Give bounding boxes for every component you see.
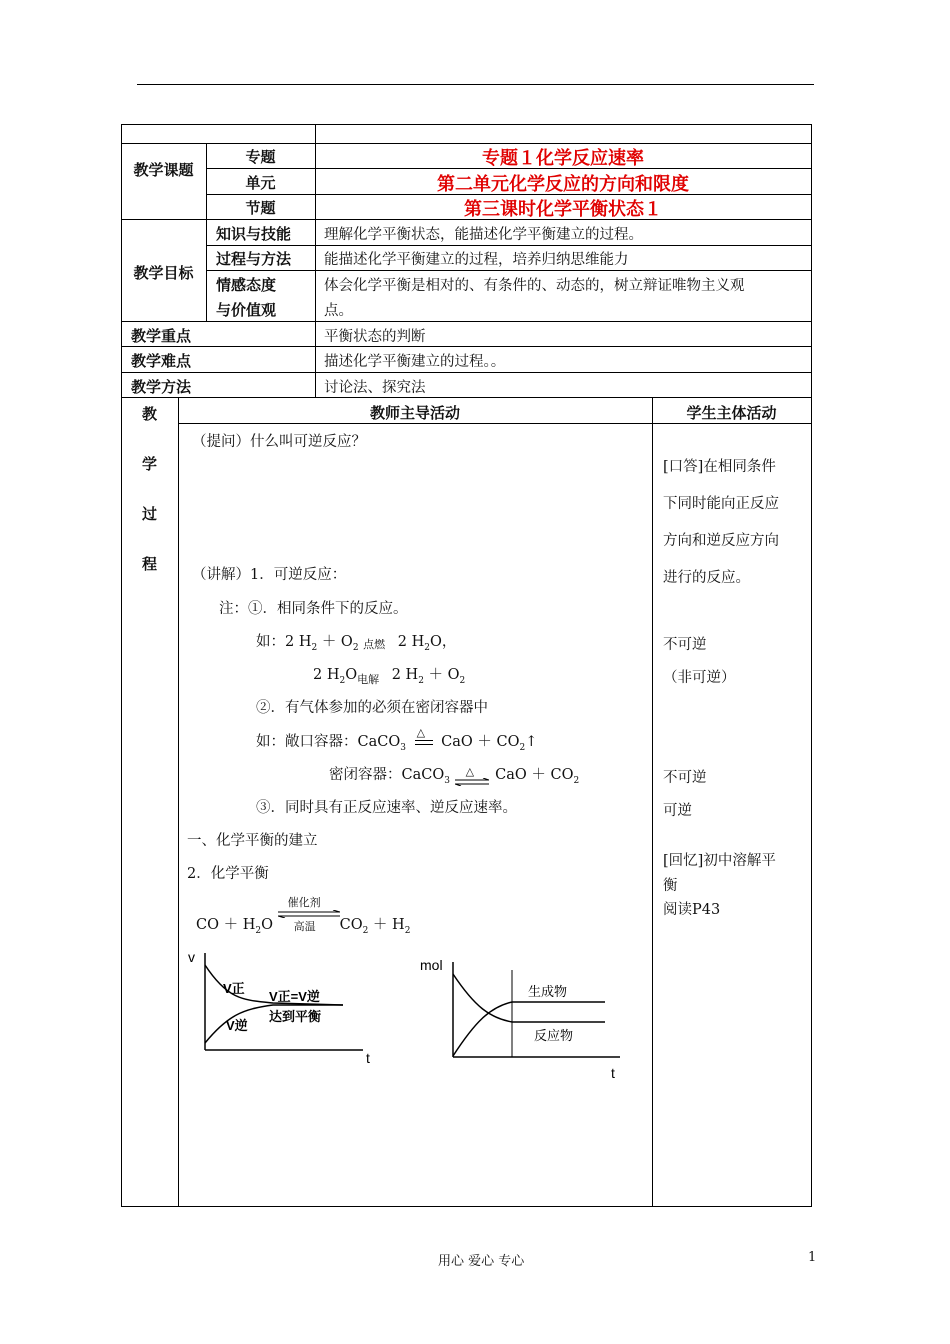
example-2: 2 $H_2O$ 电解 2 $H_2 + O_2$ xyxy=(313,667,466,686)
student-answer-4: 不可逆 xyxy=(663,770,707,786)
knowledge-label: 知识与技能 xyxy=(216,225,292,243)
student-answer-1-line4: 进行的反应。 xyxy=(663,570,750,586)
student-answer-1-line1: [口答]在相同条件 xyxy=(663,459,776,475)
topic-label: 专题 xyxy=(245,148,276,166)
note-3: ③．同时具有正反应速率、逆反应速率。 xyxy=(256,800,517,816)
product-curve xyxy=(453,1002,605,1056)
process-side-char-3: 过 xyxy=(141,505,157,523)
note-1: 注：①．相同条件下的反应。 xyxy=(219,601,408,617)
lesson-value: 第三课时化学平衡状态１ xyxy=(464,199,662,220)
process-value: 能描述化学平衡建立的过程，培养归纳思维能力 xyxy=(324,252,629,268)
v-reverse-label: V逆 xyxy=(226,1018,248,1033)
explain-reversible: （讲解）1．可逆反应： xyxy=(192,567,347,583)
attitude-value-2: 点。 xyxy=(324,303,353,319)
question-1: （提问）什么叫可逆反应？ xyxy=(192,434,366,450)
student-answer-6-line2: 衡 xyxy=(663,878,678,894)
attitude-value-1: 体会化学平衡是相对的、有条件的、动态的，树立辩证唯物主义观 xyxy=(324,278,745,294)
v-forward-label: V正 xyxy=(223,981,245,996)
rate-time-graph xyxy=(183,945,383,1070)
difficulty-value: 描述化学平衡建立的过程。。 xyxy=(324,354,506,370)
difficulty-label: 教学难点 xyxy=(131,352,192,370)
header-rule xyxy=(137,84,814,85)
goals-label: 教学目标 xyxy=(133,264,194,282)
key-point-value: 平衡状态的判断 xyxy=(324,329,426,345)
unit-value: 第二单元化学反应的方向和限度 xyxy=(437,174,689,195)
student-answer-1-line3: 方向和逆反应方向 xyxy=(663,533,779,549)
unit-label: 单元 xyxy=(245,174,276,192)
student-answer-3: （非可逆） xyxy=(663,670,736,686)
section-equilibrium-build: 一、化学平衡的建立 xyxy=(187,833,318,849)
footer-text: 用心 爱心 专心 xyxy=(438,1254,525,1269)
example-3: 如：敞口容器：CaCO$_3$ △ CaO ＋ $CO_2↑$ xyxy=(256,726,538,753)
graph1-xlabel: t xyxy=(366,1050,370,1066)
teacher-header: 教师主导活动 xyxy=(369,404,460,422)
student-answer-2: 不可逆 xyxy=(663,637,707,653)
process-side-char-1: 教 xyxy=(141,405,157,423)
mol-time-graph xyxy=(415,952,630,1082)
electrolysis-condition: 电解 xyxy=(357,673,380,686)
student-header: 学生主体活动 xyxy=(686,404,777,422)
process-side-char-2: 学 xyxy=(141,455,157,473)
topic-value: 专题１化学反应速率 xyxy=(482,148,644,169)
example-1: 如：2 $H_2 + O_2$ 点燃 2 $H_2O$， xyxy=(256,634,457,653)
method-value: 讨论法、探究法 xyxy=(324,380,426,396)
product-label: 生成物 xyxy=(528,984,568,999)
student-answer-7: 阅读P43 xyxy=(663,902,721,918)
catalyst-label: 催化剂 xyxy=(287,896,321,909)
note-2: ②．有气体参加的必须在密闭容器中 xyxy=(256,700,488,716)
process-label: 过程与方法 xyxy=(216,250,292,268)
graph2-xlabel: t xyxy=(611,1065,615,1081)
reactant-label: 反应物 xyxy=(534,1028,574,1043)
student-answer-6-line1: [回忆]初中溶解平 xyxy=(663,853,776,869)
lesson-label: 节题 xyxy=(245,199,276,217)
high-temp-label: 高温 xyxy=(293,920,316,933)
subject-title-label: 教学课题 xyxy=(133,161,194,179)
section-chemical-equilibrium: 2．化学平衡 xyxy=(187,866,269,882)
attitude-label-1: 情感态度 xyxy=(216,276,277,294)
knowledge-value: 理解化学平衡状态，能描述化学平衡建立的过程。 xyxy=(324,227,643,243)
student-answer-5: 可逆 xyxy=(663,803,692,819)
ignition-condition: 点燃 xyxy=(363,638,386,651)
process-side-char-4: 程 xyxy=(141,555,157,573)
graph1-ylabel: v xyxy=(188,949,195,965)
reach-equilibrium-label: 达到平衡 xyxy=(269,1009,322,1024)
key-point-label: 教学重点 xyxy=(131,327,192,345)
graph2-ylabel: mol xyxy=(420,957,443,973)
page-number: 1 xyxy=(808,1250,817,1265)
example-4: 密闭容器：CaCO$_3$ △ CaO ＋ $CO_2$ xyxy=(329,765,580,786)
equal-label: V正=V逆 xyxy=(269,989,320,1004)
student-answer-1-line2: 下同时能向正反应 xyxy=(663,496,779,512)
attitude-label-2: 与价值观 xyxy=(216,301,277,319)
equilibrium-equation: CO ＋ $H_2O$ 催化剂 高温 $CO_2 + H_2$ xyxy=(196,896,411,936)
method-label: 教学方法 xyxy=(131,378,192,396)
